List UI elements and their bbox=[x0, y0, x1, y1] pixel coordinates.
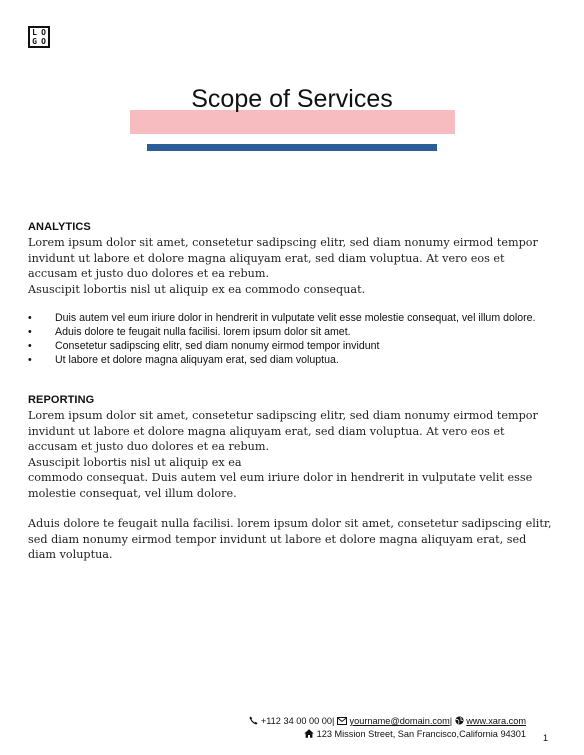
analytics-paragraph: Asuscipit lobortis nisl ut aliquip ex ea commodo consequat. bbox=[28, 282, 366, 296]
analytics-paragraph: Lorem ipsum dolor sit amet, consetetur sadipscing elitr, sed diam nonumy eirmod tempor invidunt ut labore et dolore magna aliquyam erat, sed diam voluptua. At vero eos et accusam et justo duo dolores et ea rebum. bbox=[28, 236, 538, 280]
reporting-paragraph: Asuscipit lobortis nisl ut aliquip ex ea bbox=[28, 455, 242, 469]
logo-letter: L bbox=[32, 27, 37, 37]
footer-address: 123 Mission Street, San Francisco,California 94301 bbox=[316, 729, 526, 739]
footer-separator: | bbox=[332, 716, 335, 726]
bullet-icon: • bbox=[28, 340, 32, 352]
reporting-paragraph: Aduis dolore te feugait nulla facilisi. lorem ipsum dolor sit amet, consetetur sadipscing elitr, sed diam nonumy eirmod tempor invidunt ut labore et dolore magna aliquyam erat, sed diam voluptua. bbox=[28, 517, 552, 561]
list-item bbox=[28, 311, 558, 325]
globe-icon bbox=[455, 716, 464, 725]
analytics-bullet-list bbox=[28, 311, 558, 367]
analytics-body bbox=[28, 235, 556, 297]
list-item bbox=[28, 339, 558, 353]
logo bbox=[28, 26, 50, 48]
reporting-body bbox=[28, 408, 556, 501]
page-title: Scope of Services bbox=[191, 85, 393, 113]
bullet-icon: • bbox=[28, 354, 32, 366]
footer-email-link[interactable]: yourname@domain.com bbox=[349, 716, 450, 726]
reporting-paragraph: commodo consequat. Duis autem vel eum iriure dolor in hendrerit in vulputate velit esse molestie consequat, vel illum dolore. bbox=[28, 471, 533, 500]
list-item-text: Ut labore et dolore magna aliquyam erat, sed diam voluptua. bbox=[55, 354, 339, 366]
analytics-heading: ANALYTICS bbox=[28, 221, 91, 233]
bullet-icon: • bbox=[28, 326, 32, 338]
list-item bbox=[28, 325, 558, 339]
phone-icon bbox=[249, 716, 258, 725]
logo-letter: O bbox=[41, 36, 46, 46]
list-item-text: Duis autem vel eum iriure dolor in hendrerit in vulputate velit esse molestie consequat, vel illum dolore. bbox=[55, 312, 536, 324]
bullet-icon: • bbox=[28, 312, 32, 324]
logo-letter: O bbox=[41, 27, 46, 37]
title-blue-rule bbox=[147, 144, 437, 151]
list-item-text: Consetetur sadipscing elitr, sed diam nonumy eirmod tempor invidunt bbox=[55, 340, 380, 352]
home-icon bbox=[304, 729, 314, 738]
list-item-text: Aduis dolore te feugait nulla facilisi. lorem ipsum dolor sit amet. bbox=[55, 326, 351, 338]
logo-letter: G bbox=[32, 36, 37, 46]
reporting-body-extra bbox=[28, 516, 556, 563]
reporting-heading: REPORTING bbox=[28, 394, 95, 406]
footer-separator: | bbox=[449, 716, 453, 726]
reporting-paragraph: Lorem ipsum dolor sit amet, consetetur sadipscing elitr, sed diam nonumy eirmod tempor invidunt ut labore et dolore magna aliquyam erat, sed diam voluptua. At vero eos et accusam et justo duo dolores et ea rebum. bbox=[28, 409, 538, 453]
footer-contact-line bbox=[249, 716, 526, 726]
list-item bbox=[28, 353, 558, 367]
footer-phone: +112 34 00 00 00 bbox=[260, 716, 332, 726]
page-number: 1 bbox=[543, 733, 549, 743]
mail-icon bbox=[337, 717, 347, 725]
footer-website-link[interactable]: www.xara.com bbox=[466, 716, 526, 726]
footer-address-line bbox=[304, 729, 526, 739]
